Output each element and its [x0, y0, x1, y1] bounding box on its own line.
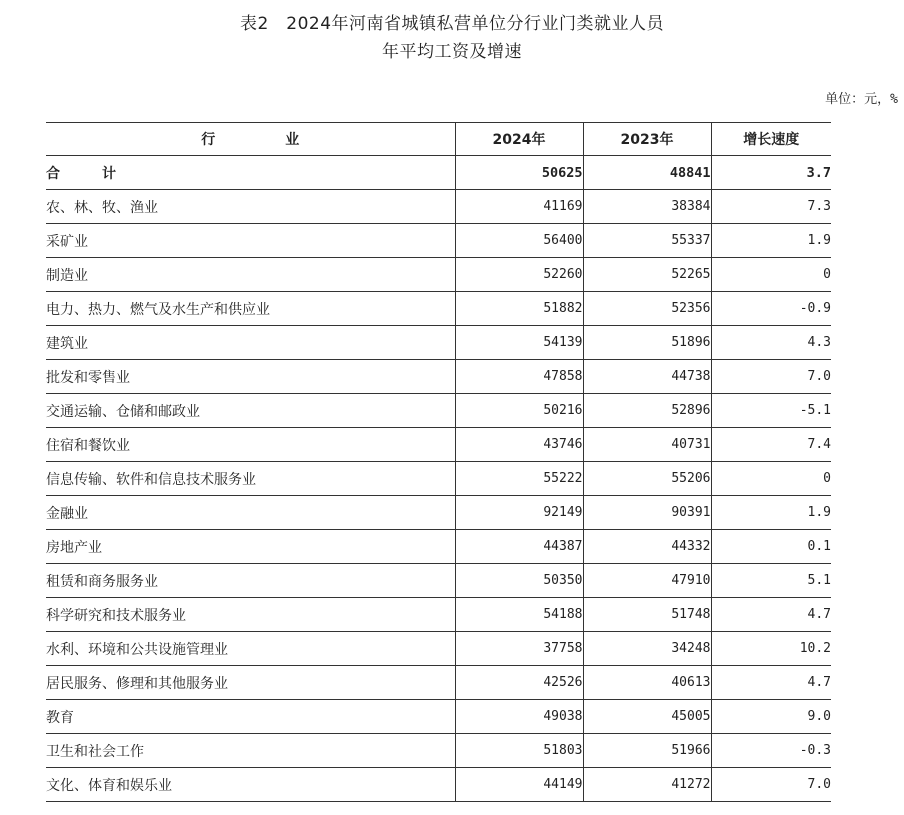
- value-2023-cell: 38384: [583, 190, 711, 224]
- industry-cell: 交通运输、仓储和邮政业: [46, 394, 455, 428]
- industry-cell: 水利、环境和公共设施管理业: [46, 632, 455, 666]
- growth-cell: -0.9: [711, 292, 831, 326]
- industry-cell: 教育: [46, 700, 455, 734]
- value-2023-cell: 51896: [583, 326, 711, 360]
- table-row: [46, 632, 831, 666]
- growth-cell: 0: [711, 462, 831, 496]
- value-2023-cell: 90391: [583, 496, 711, 530]
- growth-cell: 4.3: [711, 326, 831, 360]
- value-2023-cell: 52265: [583, 258, 711, 292]
- industry-cell: 卫生和社会工作: [46, 734, 455, 768]
- growth-cell: 7.0: [711, 768, 831, 802]
- total-row: [46, 156, 831, 190]
- industry-cell: 居民服务、修理和其他服务业: [46, 666, 455, 700]
- industry-cell: 农、林、牧、渔业: [46, 190, 455, 224]
- value-2023-cell: 51966: [583, 734, 711, 768]
- value-2023-cell: 55206: [583, 462, 711, 496]
- growth-cell: -0.3: [711, 734, 831, 768]
- table-row: [46, 496, 831, 530]
- growth-cell: -5.1: [711, 394, 831, 428]
- value-2023-cell: 40613: [583, 666, 711, 700]
- industry-cell: 制造业: [46, 258, 455, 292]
- growth-cell: 5.1: [711, 564, 831, 598]
- table-row: [46, 224, 831, 258]
- value-2023-cell: 51748: [583, 598, 711, 632]
- growth-cell: 7.0: [711, 360, 831, 394]
- growth-cell: 1.9: [711, 224, 831, 258]
- industry-cell: 住宿和餐饮业: [46, 428, 455, 462]
- value-2024-cell: 55222: [455, 462, 583, 496]
- table-row: [46, 190, 831, 224]
- header-2023: 2023年: [583, 123, 711, 156]
- value-2024-cell: 54139: [455, 326, 583, 360]
- industry-cell: 批发和零售业: [46, 360, 455, 394]
- value-2023-cell: 40731: [583, 428, 711, 462]
- value-2024-cell: 37758: [455, 632, 583, 666]
- header-industry: 行 业: [46, 123, 455, 156]
- growth-cell: 9.0: [711, 700, 831, 734]
- value-2023-cell: 41272: [583, 768, 711, 802]
- total-growth: 3.7: [711, 156, 831, 190]
- header-growth: 增长速度: [711, 123, 831, 156]
- table-row: [46, 666, 831, 700]
- industry-cell: 采矿业: [46, 224, 455, 258]
- industry-cell: 建筑业: [46, 326, 455, 360]
- industry-cell: 租赁和商务服务业: [46, 564, 455, 598]
- industry-cell: 房地产业: [46, 530, 455, 564]
- table-row: [46, 462, 831, 496]
- growth-cell: 7.4: [711, 428, 831, 462]
- growth-cell: 10.2: [711, 632, 831, 666]
- table-row: [46, 598, 831, 632]
- table-row: [46, 530, 831, 564]
- table-row: [46, 768, 831, 802]
- value-2024-cell: 52260: [455, 258, 583, 292]
- header-2024: 2024年: [455, 123, 583, 156]
- growth-cell: 4.7: [711, 666, 831, 700]
- value-2024-cell: 47858: [455, 360, 583, 394]
- growth-cell: 0: [711, 258, 831, 292]
- title-line-2: 年平均工资及增速: [382, 42, 522, 62]
- growth-cell: 0.1: [711, 530, 831, 564]
- value-2024-cell: 51882: [455, 292, 583, 326]
- industry-cell: 科学研究和技术服务业: [46, 598, 455, 632]
- value-2024-cell: 49038: [455, 700, 583, 734]
- industry-cell: 电力、热力、燃气及水生产和供应业: [46, 292, 455, 326]
- value-2023-cell: 44332: [583, 530, 711, 564]
- industry-cell: 信息传输、软件和信息技术服务业: [46, 462, 455, 496]
- table-row: [46, 394, 831, 428]
- table-row: [46, 292, 831, 326]
- table-row: [46, 428, 831, 462]
- value-2024-cell: 44149: [455, 768, 583, 802]
- total-2023: 48841: [583, 156, 711, 190]
- value-2024-cell: 42526: [455, 666, 583, 700]
- growth-cell: 4.7: [711, 598, 831, 632]
- value-2024-cell: 44387: [455, 530, 583, 564]
- table-row: [46, 258, 831, 292]
- value-2023-cell: 52356: [583, 292, 711, 326]
- value-2023-cell: 44738: [583, 360, 711, 394]
- title-line-1: 表2 2024年河南省城镇私营单位分行业门类就业人员: [239, 14, 665, 34]
- industry-cell: 文化、体育和娱乐业: [46, 768, 455, 802]
- total-label: 合 计: [46, 156, 455, 190]
- table-body: [46, 156, 831, 802]
- value-2024-cell: 51803: [455, 734, 583, 768]
- table-row: [46, 700, 831, 734]
- value-2024-cell: 50216: [455, 394, 583, 428]
- table-row: [46, 564, 831, 598]
- value-2023-cell: 47910: [583, 564, 711, 598]
- value-2023-cell: 52896: [583, 394, 711, 428]
- wage-table: [46, 122, 831, 802]
- table-title: [0, 10, 904, 66]
- growth-cell: 1.9: [711, 496, 831, 530]
- value-2024-cell: 50350: [455, 564, 583, 598]
- value-2023-cell: 55337: [583, 224, 711, 258]
- table-row: [46, 360, 831, 394]
- value-2024-cell: 56400: [455, 224, 583, 258]
- table-row: [46, 326, 831, 360]
- header-row: [46, 123, 831, 156]
- value-2023-cell: 45005: [583, 700, 711, 734]
- value-2024-cell: 41169: [455, 190, 583, 224]
- value-2023-cell: 34248: [583, 632, 711, 666]
- table-row: [46, 734, 831, 768]
- value-2024-cell: 92149: [455, 496, 583, 530]
- industry-cell: 金融业: [46, 496, 455, 530]
- unit-note: 单位：元，%: [825, 92, 898, 107]
- growth-cell: 7.3: [711, 190, 831, 224]
- value-2024-cell: 43746: [455, 428, 583, 462]
- total-2024: 50625: [455, 156, 583, 190]
- value-2024-cell: 54188: [455, 598, 583, 632]
